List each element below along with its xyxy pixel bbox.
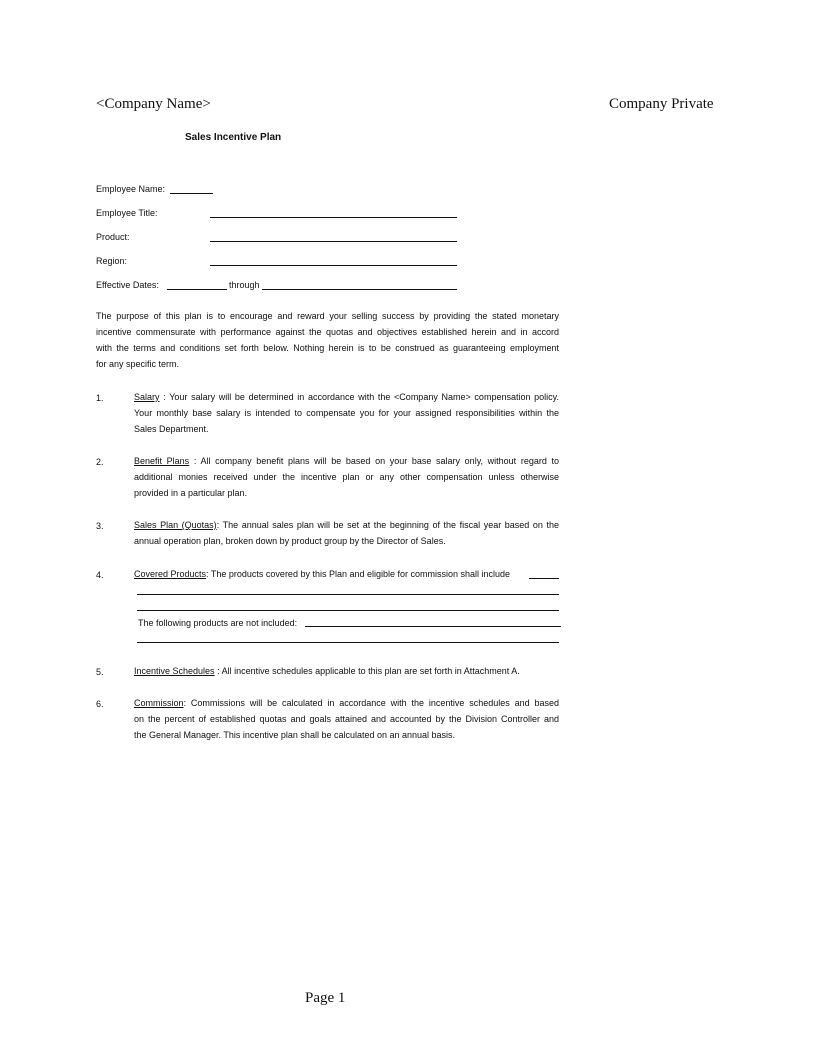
item-number: 2. <box>96 457 104 467</box>
covered-products-heading: Covered Products <box>134 569 207 579</box>
item-line: The products covered by this Plan and eligible for commission shall include <box>208 569 511 579</box>
salary-heading: Salary <box>134 392 160 402</box>
region-line <box>210 265 457 266</box>
company-private-header: Company Private <box>609 96 714 112</box>
heading-separator: : <box>216 520 220 530</box>
heading-separator: : <box>189 456 197 466</box>
item-line: annual operation plan, broken down by product group by the Director of Sales. <box>134 536 446 546</box>
item-number: 5. <box>96 667 104 677</box>
item-number: 4. <box>96 570 104 580</box>
employee-title-line <box>210 217 457 218</box>
item-line: All company benefit plans will be based on your base salary only, without regard to <box>196 456 559 466</box>
item-line: The annual sales plan will be set at the beginning of the fiscal year based on the <box>219 520 559 530</box>
company-name-header: <Company Name> <box>96 96 211 112</box>
commission-section <box>134 695 559 743</box>
employee-name-label: Employee Name: <box>96 184 166 194</box>
item-number: 1. <box>96 393 104 403</box>
item-line: Sales Department. <box>134 424 209 434</box>
item-line: additional monies received under the incentive plan or any other compensation unless otherwise <box>134 472 559 482</box>
sales-plan-heading: Sales Plan (Quotas) <box>134 520 217 530</box>
item-line: Commissions will be calculated in accordance with the incentive schedules and based <box>186 698 559 708</box>
covered-products-section <box>134 566 524 582</box>
intro-line: with the terms and conditions set forth below. Nothing herein is to be construed as guaranteeing employment <box>96 343 559 353</box>
effective-dates-label: Effective Dates: <box>96 280 159 290</box>
intro-line: for any specific term. <box>96 359 180 369</box>
product-line <box>210 241 457 242</box>
region-label: Region: <box>96 256 128 266</box>
item-line: on the percent of established quotas and goals attained and accounted by the Division Controller and <box>134 714 559 724</box>
product-label: Product: <box>96 232 130 242</box>
incentive-schedules-section <box>134 663 559 679</box>
item-line: All incentive schedules applicable to this plan are set forth in Attachment A. <box>219 666 520 676</box>
item-line: the General Manager. This incentive plan shall be calculated on an annual basis. <box>134 730 456 740</box>
effective-start-line <box>167 289 227 290</box>
covered-products-line <box>137 610 559 611</box>
commission-heading: Commission <box>134 698 184 708</box>
covered-products-line <box>529 578 559 579</box>
employee-name-line <box>170 193 213 194</box>
through-label: through <box>229 280 260 290</box>
intro-paragraph <box>96 308 559 372</box>
page-number: Page 1 <box>305 990 346 1006</box>
not-included-label: The following products are not included: <box>138 618 298 628</box>
heading-separator: : <box>206 569 209 579</box>
benefit-plans-section <box>134 453 559 501</box>
salary-section <box>134 389 559 437</box>
not-included-line <box>137 642 559 643</box>
item-line: Your salary will be determined in accordance with the <Company Name> compensation policy. <box>165 392 559 402</box>
document-title: Sales Incentive Plan <box>185 132 282 143</box>
intro-line: incentive commensurate with performance against the quotas and objectives established herein and in accord <box>96 327 559 337</box>
covered-products-line <box>137 594 559 595</box>
item-number: 6. <box>96 699 104 709</box>
heading-separator: : <box>159 392 166 402</box>
incentive-schedules-heading: Incentive Schedules <box>134 666 215 676</box>
item-line: Your monthly base salary is intended to compensate you for your assigned responsibilities within the <box>134 408 559 418</box>
item-line: provided in a particular plan. <box>134 488 248 498</box>
sales-plan-section <box>134 517 559 549</box>
employee-title-label: Employee Title: <box>96 208 158 218</box>
item-number: 3. <box>96 521 104 531</box>
not-included-line <box>305 626 561 627</box>
heading-separator: : <box>183 698 187 708</box>
effective-end-line <box>262 289 457 290</box>
benefit-plans-heading: Benefit Plans <box>134 456 190 466</box>
heading-separator: : <box>214 666 220 676</box>
intro-line: The purpose of this plan is to encourage and reward your selling success by providing the stated monetary <box>96 311 559 321</box>
